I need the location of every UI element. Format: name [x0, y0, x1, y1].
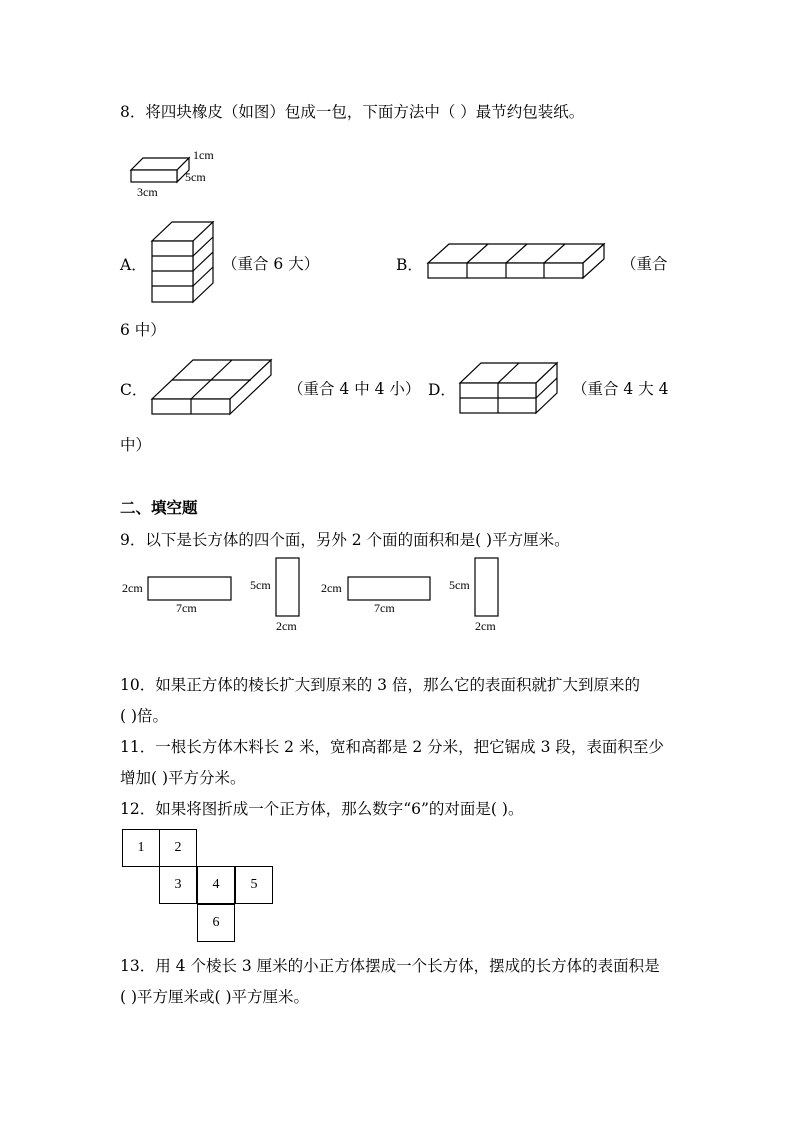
q11-line2: 增加( )平方分米。	[120, 769, 246, 787]
face-rect-1	[148, 577, 231, 600]
dim-d-label: 5cm	[185, 170, 206, 184]
net-cell-5: 5	[235, 866, 273, 904]
face1-width-label: 7cm	[176, 601, 197, 615]
option-a-note: （重合 6 大）	[222, 255, 320, 273]
eraser-figure	[125, 140, 235, 205]
face3-width-label: 7cm	[374, 601, 395, 615]
option-b-row-figure	[426, 240, 608, 282]
net-cell-3: 3	[159, 866, 197, 904]
face-rect-2	[276, 558, 299, 616]
option-d-note-cont: 中）	[120, 436, 152, 454]
q13-line2: ( )平方厘米或( )平方厘米。	[120, 988, 310, 1006]
q9-stem: 9．以下是长方体的四个面，另外 2 个面的面积和是( )平方厘米。	[120, 531, 570, 549]
face3-height-label: 2cm	[321, 581, 342, 595]
option-d-block-figure	[458, 360, 560, 416]
option-c-note: （重合 4 中 4 小）	[288, 380, 421, 398]
option-c-label: C．	[120, 381, 148, 399]
net-cell-4: 4	[197, 866, 235, 904]
q11-line1: 11．一根长方体木料长 2 米，宽和高都是 2 分米，把它锯成 3 段，表面积至少	[120, 738, 664, 756]
face4-width-label: 2cm	[475, 619, 496, 633]
option-d-label: D．	[428, 381, 456, 399]
face2-height-label: 5cm	[250, 578, 271, 592]
dim-h-label: 1cm	[193, 148, 214, 162]
q8-stem: 8．将四块橡皮（如图）包成一包，下面方法中（ ）最节约包装纸。	[120, 103, 585, 121]
q10-line1: 10．如果正方体的棱长扩大到原来的 3 倍，那么它的表面积就扩大到原来的	[120, 676, 640, 694]
net-cell-2: 2	[159, 829, 197, 867]
face4-height-label: 5cm	[449, 578, 470, 592]
option-b-note: （重合	[621, 255, 668, 273]
face-rect-4	[475, 558, 498, 616]
net-cell-6: 6	[197, 904, 235, 942]
q9-faces-figure	[118, 552, 508, 634]
q13-line1: 13．用 4 个棱长 3 厘米的小正方体摆成一个长方体，摆成的长方体的表面积是	[120, 957, 660, 975]
section-title: 二、填空题	[120, 499, 198, 517]
face2-width-label: 2cm	[276, 619, 297, 633]
dim-w-label: 3cm	[137, 185, 158, 199]
option-b-label: B．	[396, 256, 423, 274]
option-a-label: A．	[120, 256, 147, 274]
option-d-note: （重合 4 大 4	[572, 380, 669, 398]
face1-height-label: 2cm	[122, 581, 143, 595]
net-cell-1: 1	[122, 829, 160, 867]
face-rect-3	[348, 577, 430, 600]
q10-line2: ( )倍。	[120, 707, 169, 725]
q12-stem: 12．如果将图折成一个正方体，那么数字“6”的对面是( )。	[120, 800, 524, 818]
option-a-stack-figure	[150, 220, 220, 305]
option-b-note-cont: 6 中）	[120, 321, 166, 339]
option-c-flat-figure	[150, 355, 276, 417]
